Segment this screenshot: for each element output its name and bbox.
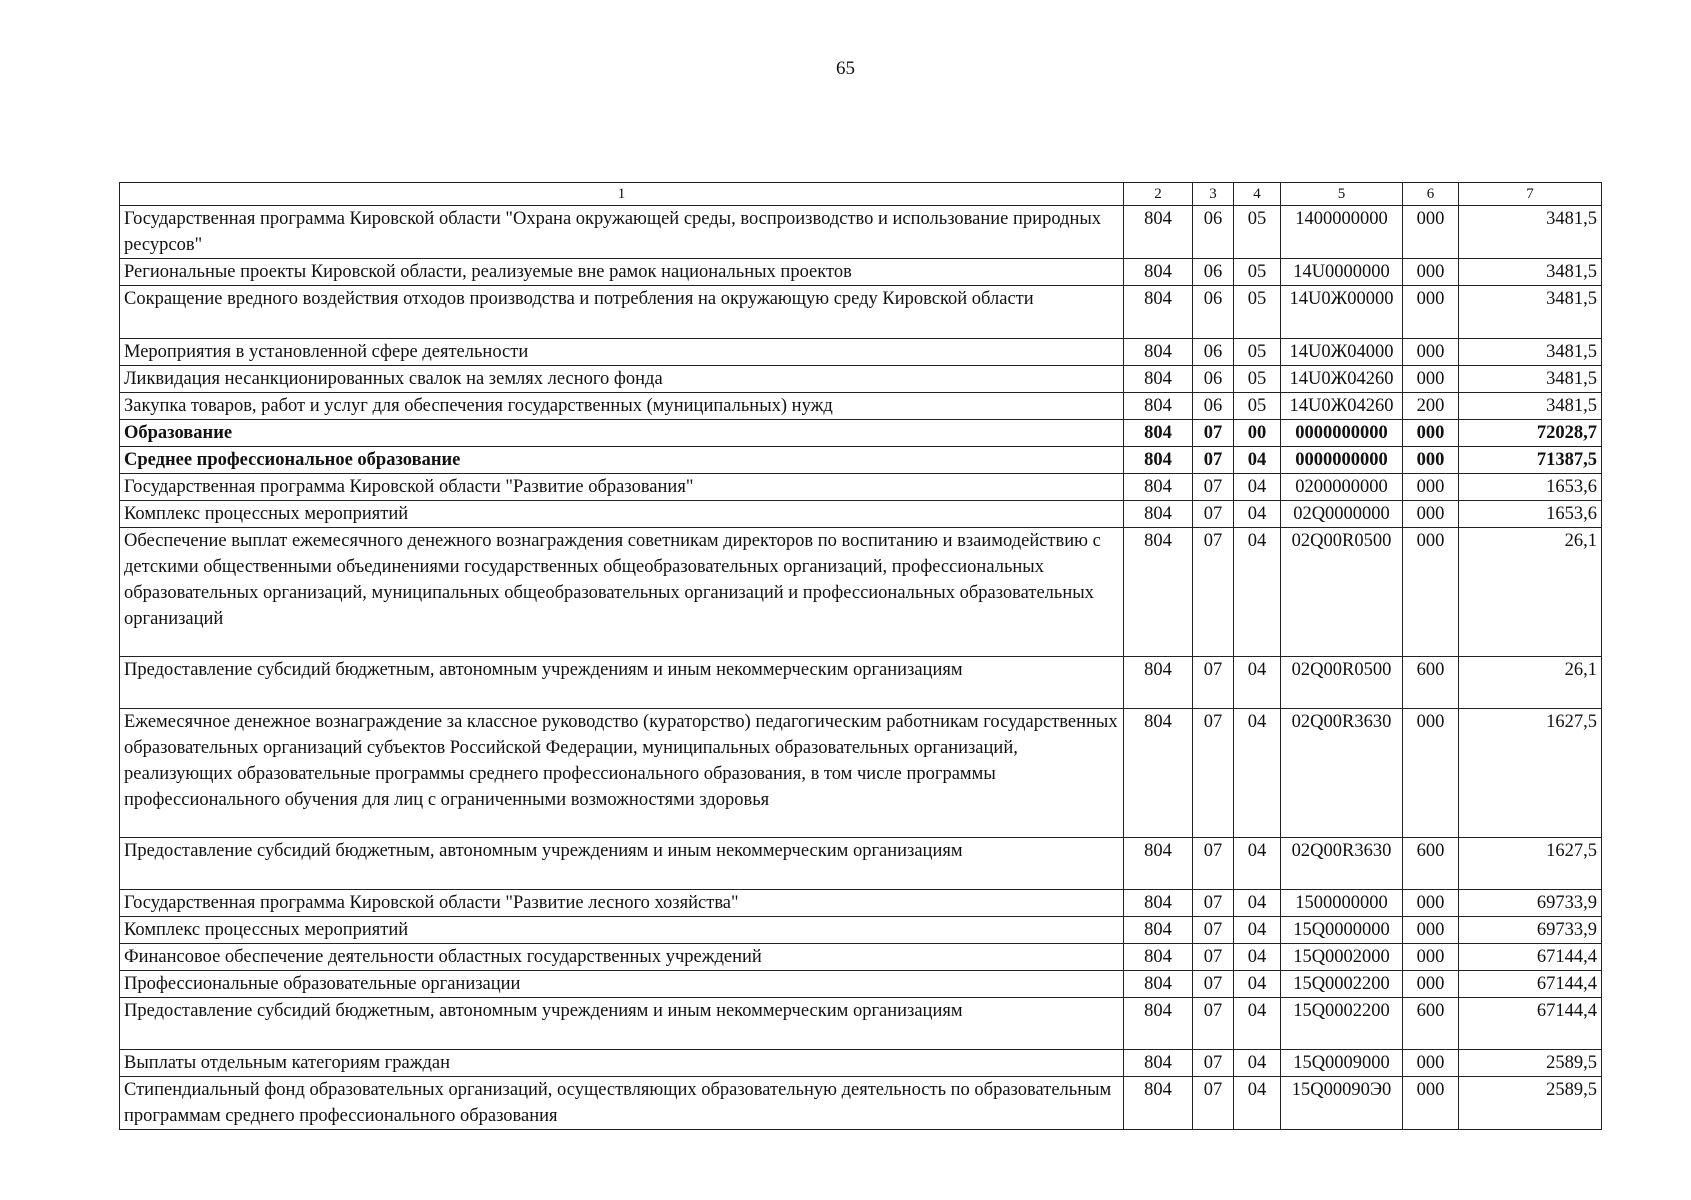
row-target-article: 15Q0002200: [1281, 971, 1403, 998]
row-code-2: 804: [1124, 206, 1193, 259]
row-target-article: 15Q0000000: [1281, 917, 1403, 944]
row-subsection: 04: [1234, 890, 1281, 917]
row-expense-type: 000: [1403, 944, 1459, 971]
row-target-article: 02Q00R3630: [1281, 709, 1403, 838]
row-expense-type: 000: [1403, 366, 1459, 393]
row-amount: 3481,5: [1459, 393, 1602, 420]
row-name: Сокращение вредного воздействия отходов производства и потребления на окружающую среду Кировской области: [120, 286, 1124, 339]
row-section: 06: [1193, 393, 1234, 420]
row-target-article: 14U0Ж04260: [1281, 366, 1403, 393]
row-section: 07: [1193, 917, 1234, 944]
row-code-2: 804: [1124, 838, 1193, 890]
table-row: [120, 474, 1602, 501]
row-section: 07: [1193, 890, 1234, 917]
row-target-article: 02Q00R0500: [1281, 657, 1403, 709]
row-section: 07: [1193, 944, 1234, 971]
table-row: [120, 286, 1602, 339]
row-amount: 69733,9: [1459, 890, 1602, 917]
table-row: [120, 998, 1602, 1050]
header-col-1: 1: [120, 183, 1124, 206]
header-col-2: 2: [1124, 183, 1193, 206]
row-amount: 3481,5: [1459, 259, 1602, 286]
row-expense-type: 000: [1403, 501, 1459, 528]
row-amount: 26,1: [1459, 528, 1602, 657]
row-amount: 1627,5: [1459, 709, 1602, 838]
row-subsection: 04: [1234, 1050, 1281, 1077]
row-name: Ежемесячное денежное вознаграждение за классное руководство (кураторство) педагогическим работникам государственных образовательных организаций субъектов Российской Федерации, муниципальных образовательных организаций, реализующих образовательные программы среднего профессионального образования, в том числе программы профессионального обучения для лиц с ограниченными возможностями здоровья: [120, 709, 1124, 838]
row-code-2: 804: [1124, 286, 1193, 339]
row-subsection: 05: [1234, 339, 1281, 366]
row-section: 07: [1193, 657, 1234, 709]
row-subsection: 05: [1234, 286, 1281, 339]
row-target-article: 14U0000000: [1281, 259, 1403, 286]
row-section: 06: [1193, 366, 1234, 393]
row-section: 07: [1193, 709, 1234, 838]
row-code-2: 804: [1124, 1077, 1193, 1130]
header-col-6: 6: [1403, 183, 1459, 206]
row-section: 07: [1193, 420, 1234, 447]
row-expense-type: 000: [1403, 420, 1459, 447]
row-expense-type: 600: [1403, 657, 1459, 709]
row-amount: 67144,4: [1459, 998, 1602, 1050]
table-row: [120, 420, 1602, 447]
table-row: [120, 528, 1602, 657]
row-code-2: 804: [1124, 501, 1193, 528]
row-name: Стипендиальный фонд образовательных организаций, осуществляющих образовательную деятельность по образовательным программам среднего профессионального образования: [120, 1077, 1124, 1130]
row-subsection: 04: [1234, 474, 1281, 501]
header-col-7: 7: [1459, 183, 1602, 206]
row-target-article: 0000000000: [1281, 420, 1403, 447]
table-row: [120, 447, 1602, 474]
row-expense-type: 000: [1403, 971, 1459, 998]
row-subsection: 04: [1234, 447, 1281, 474]
row-target-article: 14U0Ж04260: [1281, 393, 1403, 420]
row-name: Обеспечение выплат ежемесячного денежного вознаграждения советникам директоров по воспитанию и взаимодействию с детскими общественными объединениями государственных общеобразовательных организаций, профессиональных образовательных организаций, муниципальных общеобразовательных организаций и профессиональных образовательных организаций: [120, 528, 1124, 657]
row-section: 07: [1193, 528, 1234, 657]
row-name: Комплекс процессных мероприятий: [120, 501, 1124, 528]
row-section: 07: [1193, 838, 1234, 890]
row-section: 06: [1193, 259, 1234, 286]
row-section: 07: [1193, 474, 1234, 501]
row-subsection: 05: [1234, 366, 1281, 393]
row-name: Среднее профессиональное образование: [120, 447, 1124, 474]
row-name: Комплекс процессных мероприятий: [120, 917, 1124, 944]
row-section: 06: [1193, 286, 1234, 339]
row-name: Предоставление субсидий бюджетным, автономным учреждениям и иным некоммерческим организациям: [120, 998, 1124, 1050]
row-amount: 1653,6: [1459, 474, 1602, 501]
row-target-article: 14U0Ж04000: [1281, 339, 1403, 366]
row-name: Государственная программа Кировской области "Развитие лесного хозяйства": [120, 890, 1124, 917]
row-code-2: 804: [1124, 657, 1193, 709]
row-section: 07: [1193, 998, 1234, 1050]
row-code-2: 804: [1124, 944, 1193, 971]
row-expense-type: 000: [1403, 259, 1459, 286]
row-code-2: 804: [1124, 339, 1193, 366]
row-subsection: 00: [1234, 420, 1281, 447]
row-name: Выплаты отдельным категориям граждан: [120, 1050, 1124, 1077]
row-name: Профессиональные образовательные организации: [120, 971, 1124, 998]
table-row: [120, 206, 1602, 259]
row-subsection: 04: [1234, 838, 1281, 890]
row-subsection: 04: [1234, 501, 1281, 528]
row-target-article: 14U0Ж00000: [1281, 286, 1403, 339]
row-code-2: 804: [1124, 971, 1193, 998]
row-code-2: 804: [1124, 447, 1193, 474]
row-amount: 3481,5: [1459, 339, 1602, 366]
table-row: [120, 366, 1602, 393]
row-subsection: 04: [1234, 1077, 1281, 1130]
table-row: [120, 1050, 1602, 1077]
row-amount: 72028,7: [1459, 420, 1602, 447]
row-amount: 2589,5: [1459, 1050, 1602, 1077]
row-target-article: 1500000000: [1281, 890, 1403, 917]
row-target-article: 02Q0000000: [1281, 501, 1403, 528]
row-expense-type: 200: [1403, 393, 1459, 420]
row-expense-type: 000: [1403, 890, 1459, 917]
row-name: Ликвидация несанкционированных свалок на землях лесного фонда: [120, 366, 1124, 393]
row-expense-type: 000: [1403, 1050, 1459, 1077]
row-subsection: 04: [1234, 944, 1281, 971]
row-expense-type: 600: [1403, 998, 1459, 1050]
row-name: Предоставление субсидий бюджетным, автономным учреждениям и иным некоммерческим организациям: [120, 838, 1124, 890]
row-amount: 2589,5: [1459, 1077, 1602, 1130]
row-section: 06: [1193, 339, 1234, 366]
row-code-2: 804: [1124, 890, 1193, 917]
row-section: 07: [1193, 501, 1234, 528]
row-amount: 3481,5: [1459, 206, 1602, 259]
row-amount: 67144,4: [1459, 971, 1602, 998]
row-amount: 3481,5: [1459, 366, 1602, 393]
row-expense-type: 000: [1403, 917, 1459, 944]
row-code-2: 804: [1124, 1050, 1193, 1077]
row-target-article: 15Q00090Э0: [1281, 1077, 1403, 1130]
row-subsection: 04: [1234, 971, 1281, 998]
row-name: Предоставление субсидий бюджетным, автономным учреждениям и иным некоммерческим организациям: [120, 657, 1124, 709]
row-target-article: 15Q0009000: [1281, 1050, 1403, 1077]
table-row: [120, 709, 1602, 838]
row-expense-type: 000: [1403, 528, 1459, 657]
row-target-article: 1400000000: [1281, 206, 1403, 259]
row-code-2: 804: [1124, 393, 1193, 420]
row-code-2: 804: [1124, 709, 1193, 838]
row-code-2: 804: [1124, 528, 1193, 657]
row-subsection: 05: [1234, 393, 1281, 420]
header-row: [120, 183, 1602, 206]
row-code-2: 804: [1124, 474, 1193, 501]
table-row: [120, 501, 1602, 528]
row-subsection: 05: [1234, 206, 1281, 259]
header-col-3: 3: [1193, 183, 1234, 206]
row-subsection: 04: [1234, 998, 1281, 1050]
row-expense-type: 600: [1403, 838, 1459, 890]
row-subsection: 04: [1234, 917, 1281, 944]
row-code-2: 804: [1124, 420, 1193, 447]
row-name: Финансовое обеспечение деятельности областных государственных учреждений: [120, 944, 1124, 971]
row-amount: 1627,5: [1459, 838, 1602, 890]
row-amount: 67144,4: [1459, 944, 1602, 971]
table-row: [120, 917, 1602, 944]
row-expense-type: 000: [1403, 1077, 1459, 1130]
budget-table: [119, 182, 1602, 1130]
table-row: [120, 1077, 1602, 1130]
row-code-2: 804: [1124, 259, 1193, 286]
row-amount: 1653,6: [1459, 501, 1602, 528]
row-amount: 69733,9: [1459, 917, 1602, 944]
table-row: [120, 944, 1602, 971]
row-section: 06: [1193, 206, 1234, 259]
row-expense-type: 000: [1403, 206, 1459, 259]
row-target-article: 15Q0002200: [1281, 998, 1403, 1050]
table-row: [120, 838, 1602, 890]
table-row: [120, 971, 1602, 998]
row-section: 07: [1193, 1077, 1234, 1130]
row-name: Мероприятия в установленной сфере деятельности: [120, 339, 1124, 366]
table-row: [120, 339, 1602, 366]
row-expense-type: 000: [1403, 447, 1459, 474]
row-name: Региональные проекты Кировской области, реализуемые вне рамок национальных проектов: [120, 259, 1124, 286]
row-expense-type: 000: [1403, 339, 1459, 366]
row-section: 07: [1193, 447, 1234, 474]
table-row: [120, 393, 1602, 420]
row-section: 07: [1193, 1050, 1234, 1077]
table-body: [120, 206, 1602, 1130]
row-amount: 3481,5: [1459, 286, 1602, 339]
row-code-2: 804: [1124, 998, 1193, 1050]
row-target-article: 0000000000: [1281, 447, 1403, 474]
row-subsection: 04: [1234, 528, 1281, 657]
row-code-2: 804: [1124, 917, 1193, 944]
row-section: 07: [1193, 971, 1234, 998]
row-expense-type: 000: [1403, 474, 1459, 501]
row-name: Образование: [120, 420, 1124, 447]
row-amount: 71387,5: [1459, 447, 1602, 474]
row-subsection: 04: [1234, 657, 1281, 709]
row-subsection: 04: [1234, 709, 1281, 838]
table-row: [120, 259, 1602, 286]
row-name: Закупка товаров, работ и услуг для обеспечения государственных (муниципальных) нужд: [120, 393, 1124, 420]
row-expense-type: 000: [1403, 709, 1459, 838]
row-target-article: 02Q00R3630: [1281, 838, 1403, 890]
row-name: Государственная программа Кировской области "Охрана окружающей среды, воспроизводство и использование природных ресурсов": [120, 206, 1124, 259]
row-target-article: 02Q00R0500: [1281, 528, 1403, 657]
row-subsection: 05: [1234, 259, 1281, 286]
row-expense-type: 000: [1403, 286, 1459, 339]
table-row: [120, 657, 1602, 709]
row-amount: 26,1: [1459, 657, 1602, 709]
row-target-article: 15Q0002000: [1281, 944, 1403, 971]
header-col-4: 4: [1234, 183, 1281, 206]
row-name: Государственная программа Кировской области "Развитие образования": [120, 474, 1124, 501]
page-number: 65: [836, 58, 855, 79]
row-target-article: 0200000000: [1281, 474, 1403, 501]
table-row: [120, 890, 1602, 917]
row-code-2: 804: [1124, 366, 1193, 393]
header-col-5: 5: [1281, 183, 1403, 206]
